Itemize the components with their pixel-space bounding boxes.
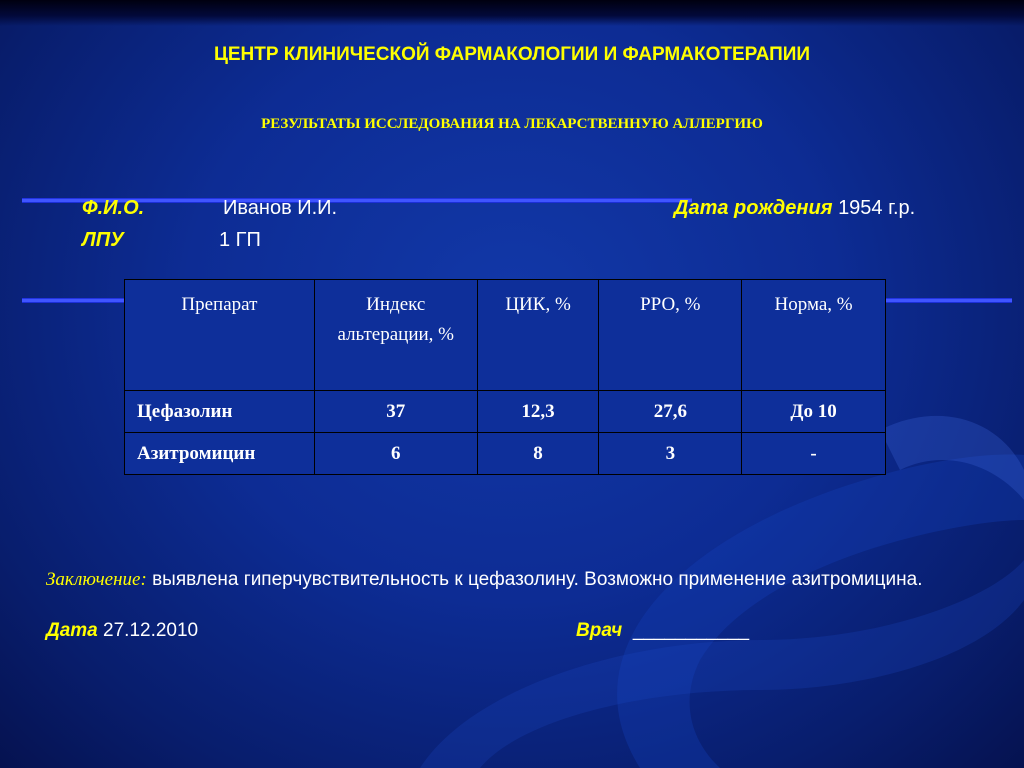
table-row: [125, 433, 886, 475]
fio-value: Иванов И.И.: [223, 197, 338, 219]
conclusion-text: выявлена гиперчувствительность к цефазолину. Возможно применение азитромицина.: [152, 569, 923, 590]
column-header-rro: РРО, %: [599, 280, 742, 391]
table-cell: 37: [314, 391, 477, 433]
birth-date-value: 1954 г.р.: [838, 197, 916, 219]
column-header-cik: ЦИК, %: [477, 280, 599, 391]
table-cell: 6: [314, 433, 477, 475]
table-header-row: [125, 280, 886, 391]
table-cell: 27,6: [599, 391, 742, 433]
date-field: [46, 620, 198, 642]
date-label: Дата: [46, 620, 98, 641]
birth-date: [674, 197, 915, 220]
column-header-norm: Норма, %: [742, 280, 886, 391]
lpu-label: ЛПУ: [82, 229, 124, 251]
doctor-label: Врач: [576, 620, 623, 641]
table-cell: До 10: [742, 391, 886, 433]
table-cell: 3: [599, 433, 742, 475]
page-subtitle: РЕЗУЛЬТАТЫ ИССЛЕДОВАНИЯ НА ЛЕКАРСТВЕННУЮ АЛЛЕРГИЮ: [261, 116, 763, 132]
column-header-alteration-index: Индекс альтерации, %: [314, 280, 477, 391]
table-row: [125, 391, 886, 433]
fio-label: Ф.И.О.: [82, 197, 145, 219]
results-table: [124, 279, 886, 475]
table-cell-drug: Азитромицин: [125, 433, 315, 475]
conclusion-label: Заключение:: [46, 569, 147, 590]
signature-line: ___________: [632, 620, 750, 641]
date-value: 27.12.2010: [103, 620, 199, 641]
lpu-value: 1 ГП: [219, 229, 261, 251]
page-title: ЦЕНТР КЛИНИЧЕСКОЙ ФАРМАКОЛОГИИ И ФАРМАКОТЕРАПИИ: [213, 44, 811, 65]
table-cell: -: [742, 433, 886, 475]
column-header-drug: Препарат: [125, 280, 315, 391]
table-cell: 12,3: [477, 391, 599, 433]
conclusion: [46, 565, 976, 594]
doctor-field: [576, 620, 749, 642]
table-cell: 8: [477, 433, 599, 475]
birth-date-label: Дата рождения: [674, 197, 833, 219]
table-cell-drug: Цефазолин: [125, 391, 315, 433]
